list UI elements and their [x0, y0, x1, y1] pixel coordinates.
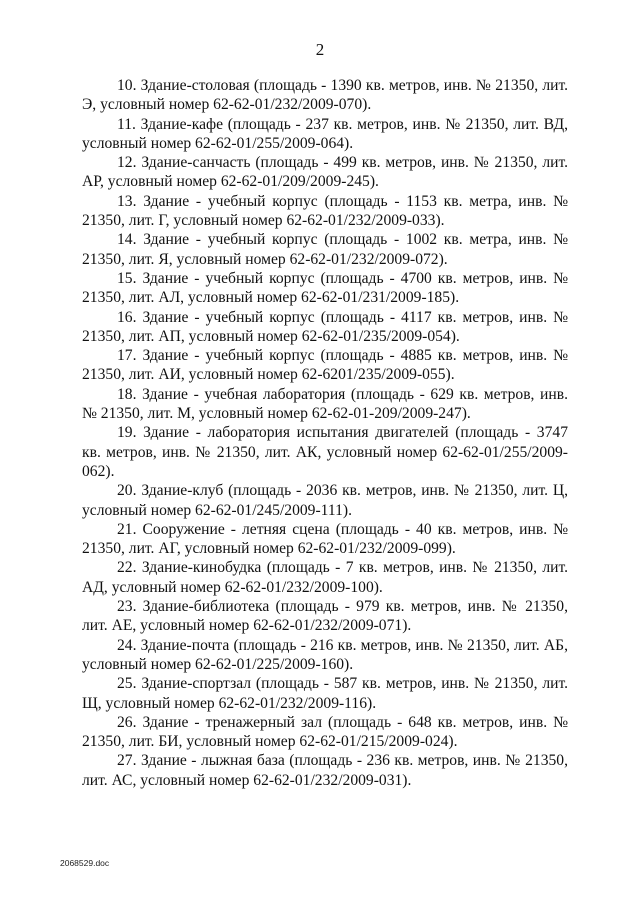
list-item: 15. Здание - учебный корпус (площадь - 4700 кв. метров, инв. № 21350, лит. АЛ, условный номер 62-62-01/231/2009-185). [82, 269, 568, 307]
list-item: 16. Здание - учебный корпус (площадь - 4117 кв. метров, инв. № 21350, лит. АП, условный номер 62-62-01/235/2009-054). [82, 308, 568, 345]
list-item: 12. Здание-санчасть (площадь - 499 кв. метров, инв. № 21350, лит. АР, условный номер 62-62-01/209/2009-245). [82, 154, 568, 191]
list-item: 27. Здание - лыжная база (площадь - 236 кв. метров, инв. № 21350, лит. АС, условный номер 62-62-01/232/2009-031). [82, 752, 568, 789]
list-item: 13. Здание - учебный корпус (площадь - 1153 кв. метра, инв. № 21350, лит. Г, условный номер 62-62-01/232/2009-033). [82, 192, 568, 230]
list-item: 19. Здание - лаборатория испытания двигателей (площадь - 3747 кв. метров, инв. № 21350, лит. АК, условный номер 62-62-01/255/2009-062). [82, 424, 568, 480]
list-item: 25. Здание-спортзал (площадь - 587 кв. метров, инв. № 21350, лит. Щ, условный номер 62-62-01/232/2009-116). [82, 675, 568, 712]
document-filename: 2068529.doc [60, 858, 110, 868]
page-number: 2 [315, 40, 325, 59]
list-item: 11. Здание-кафе (площадь - 237 кв. метров, инв. № 21350, лит. ВД, условный номер 62-62-01/255/2009-064). [82, 115, 568, 152]
list-item: 20. Здание-клуб (площадь - 2036 кв. метров, инв. № 21350, лит. Ц, условный номер 62-62-01/245/2009-111). [82, 482, 568, 519]
list-item: 10. Здание-столовая (площадь - 1390 кв. метров, инв. № 21350, лит. Э, условный номер 62-62-01/232/2009-070). [82, 77, 568, 114]
list-item: 23. Здание-библиотека (площадь - 979 кв. метров, инв. № 21350, лит. АЕ, условный номер 62-62-01/232/2009-071). [82, 598, 568, 635]
property-list [82, 76, 568, 790]
list-item: 21. Сооружение - летняя сцена (площадь - 40 кв. метров, инв. № 21350, лит. АГ, условный номер 62-62-01/232/2009-099). [82, 520, 568, 558]
list-item: 18. Здание - учебная лаборатория (площадь - 629 кв. метров, инв. № 21350, лит. М, условный номер 62-62-01-209/2009-247). [82, 385, 568, 423]
list-item: 22. Здание-кинобудка (площадь - 7 кв. метров, инв. № 21350, лит. АД, условный номер 62-62-01/232/2009-100). [82, 559, 568, 596]
list-item: 14. Здание - учебный корпус (площадь - 1002 кв. метра, инв. № 21350, лит. Я, условный номер 62-62-01/232/2009-072). [82, 231, 568, 268]
list-item: 26. Здание - тренажерный зал (площадь - 648 кв. метров, инв. № 21350, лит. БИ, условный номер 62-62-01/215/2009-024). [82, 713, 568, 751]
list-item: 17. Здание - учебный корпус (площадь - 4885 кв. метров, инв. № 21350, лит. АИ, условный номер 62-6201/235/2009-055). [82, 347, 568, 384]
list-item: 24. Здание-почта (площадь - 216 кв. метров, инв. № 21350, лит. АБ, условный номер 62-62-01/225/2009-160). [82, 636, 568, 673]
